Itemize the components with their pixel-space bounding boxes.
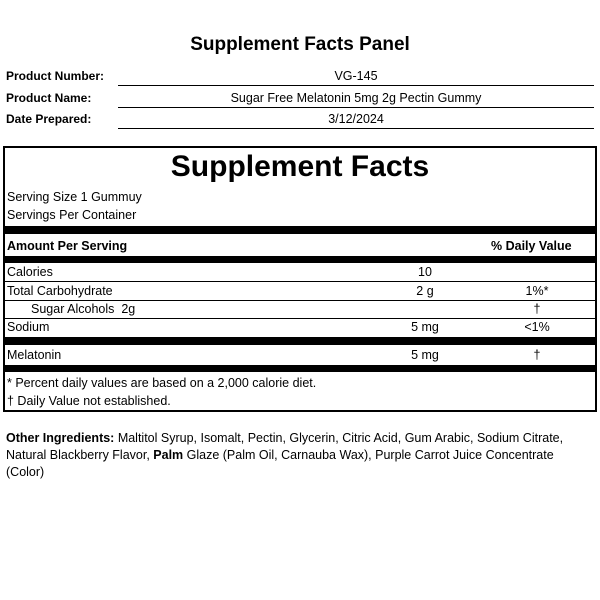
nutrient-dv: 1%* — [525, 284, 549, 298]
nutrient-dv: † — [533, 348, 541, 362]
thick-divider — [5, 256, 595, 263]
nutrient-dv: † — [533, 302, 541, 316]
other-ingredients-label: Other Ingredients: — [6, 431, 115, 445]
product-name-row — [6, 88, 594, 108]
nutrient-name: Sugar Alcohols 2g — [31, 302, 136, 316]
footnote-not-established: † Daily Value not established. — [7, 394, 171, 408]
servings-per-container: Servings Per Container — [7, 208, 137, 222]
thick-divider — [5, 337, 595, 345]
other-ingredients-text-2: Glaze (Palm Oil, Carnauba Wax), Purple Carrot Juice Concentrate (Color) — [6, 448, 554, 479]
nutrient-row-sugar-alcohols — [5, 300, 595, 318]
nutrient-dv: <1% — [524, 320, 550, 334]
daily-value-header: % Daily Value — [491, 239, 572, 253]
nutrient-amount: 10 — [418, 265, 432, 279]
supplement-facts-box — [3, 146, 597, 412]
nutrient-row-total-carbohydrate — [5, 282, 595, 300]
date-prepared-row — [6, 109, 594, 129]
panel-title: Supplement Facts Panel — [190, 34, 410, 55]
thick-divider — [5, 365, 595, 372]
product-name-label: Product Name: — [6, 91, 92, 105]
thick-divider — [5, 226, 595, 234]
footnote-daily-values: * Percent daily values are based on a 2,000 calorie diet. — [7, 376, 317, 390]
nutrient-name: Sodium — [7, 320, 50, 334]
supplement-facts-title: Supplement Facts — [170, 150, 430, 183]
nutrient-name: Calories — [7, 265, 53, 279]
product-number-value: VG-145 — [118, 66, 594, 86]
product-number-row — [6, 66, 594, 86]
nutrient-amount: 2 g — [416, 284, 434, 298]
product-number-label: Product Number: — [6, 69, 105, 83]
nutrient-name: Melatonin — [7, 348, 62, 362]
nutrient-name: Total Carbohydrate — [7, 284, 113, 298]
amount-per-serving-header: Amount Per Serving — [7, 239, 128, 253]
other-ingredients-bold-word: Palm — [153, 448, 184, 462]
serving-size: Serving Size 1 Gummuy — [7, 190, 142, 204]
date-prepared-label: Date Prepared: — [6, 112, 92, 126]
other-ingredients-text-1: Maltitol Syrup, Isomalt, Pectin, Glycerin, Citric Acid, Gum Arabic, Sodium Citrate, Natural Blackberry Flavor, — [6, 431, 564, 462]
nutrient-amount: 5 mg — [411, 348, 439, 362]
product-name-value: Sugar Free Melatonin 5mg 2g Pectin Gummy — [118, 88, 594, 108]
date-prepared-value: 3/12/2024 — [118, 109, 594, 129]
nutrient-row-melatonin — [5, 346, 595, 364]
nutrient-amount: 5 mg — [411, 320, 439, 334]
nutrient-row-sodium — [5, 318, 595, 336]
other-ingredients — [6, 430, 594, 481]
nutrient-row-calories — [5, 263, 595, 281]
